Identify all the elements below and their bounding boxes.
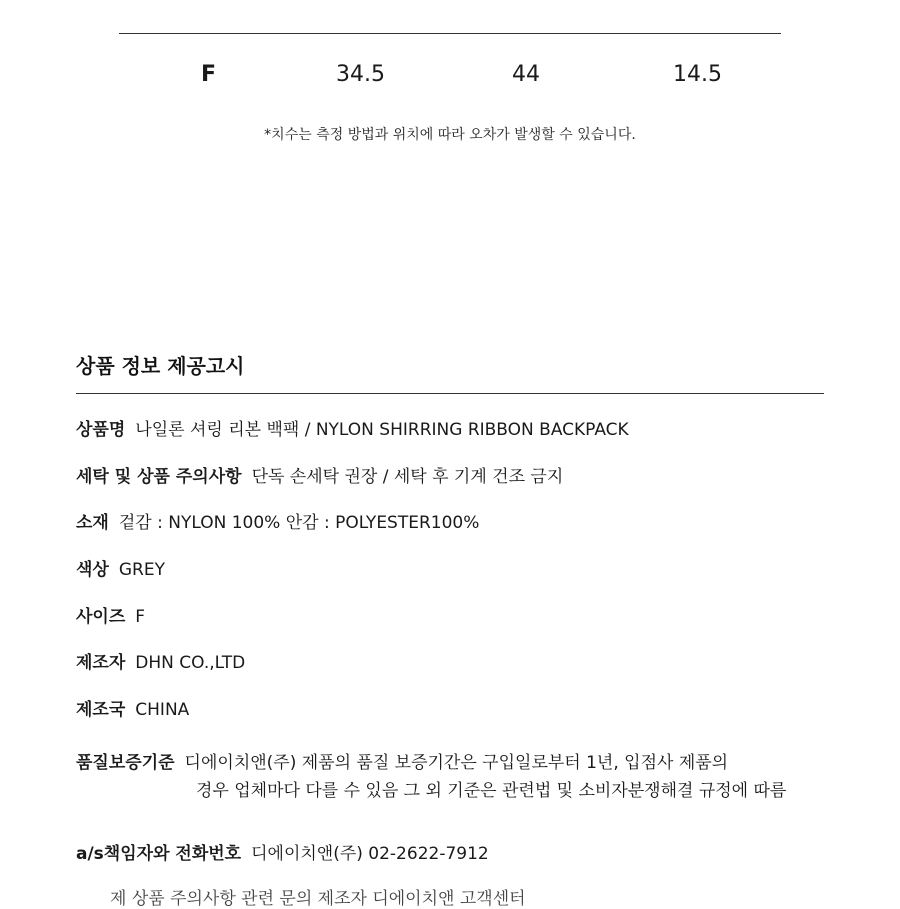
info-row-size bbox=[76, 602, 145, 627]
info-label: 소재 bbox=[76, 513, 109, 533]
info-row-as-contact bbox=[76, 839, 489, 864]
info-row-country bbox=[76, 695, 189, 720]
info-value: 디에이치앤(주) 02-2622-7912 bbox=[251, 844, 489, 864]
section-title: 상품 정보 제공고시 bbox=[76, 354, 245, 378]
info-label: 품질보증기준 bbox=[76, 753, 175, 773]
cut-off-next-row bbox=[110, 889, 630, 909]
info-label: 사이즈 bbox=[76, 607, 126, 627]
info-row-product-name bbox=[76, 415, 629, 440]
size-value-cell: 34.5 bbox=[336, 62, 385, 87]
info-row-material bbox=[76, 508, 479, 533]
info-label: 제조국 bbox=[76, 700, 126, 720]
info-label: 제조자 bbox=[76, 653, 126, 673]
size-label-cell: F bbox=[201, 62, 217, 87]
size-value-cell: 44 bbox=[512, 62, 540, 87]
info-value: 나일론 셔링 리본 백팩 / NYLON SHIRRING RIBBON BACKPACK bbox=[135, 420, 629, 440]
info-label: a/s책임자와 전화번호 bbox=[76, 844, 242, 864]
info-row-manufacturer bbox=[76, 648, 245, 673]
size-value-cell: 14.5 bbox=[673, 62, 722, 87]
info-label: 세탁 및 상품 주의사항 bbox=[76, 467, 242, 487]
info-row-care bbox=[76, 462, 563, 487]
info-label: 상품명 bbox=[76, 420, 126, 440]
info-label: 색상 bbox=[76, 560, 109, 580]
info-value: GREY bbox=[118, 560, 165, 580]
info-value: CHINA bbox=[135, 700, 190, 720]
info-value: DHN CO.,LTD bbox=[135, 653, 246, 673]
info-value: 겉감 : NYLON 100% 안감 : POLYESTER100% bbox=[118, 513, 480, 533]
cut-off-text: 제 상품 주의사항 관련 문의 제조자 디에이치앤 고객센터 bbox=[110, 889, 526, 909]
info-value: F bbox=[135, 607, 146, 627]
info-value: 디에이치앤(주) 제품의 품질 보증기간은 구입일로부터 1년, 입점사 제품의 bbox=[184, 753, 729, 773]
info-value: 단독 손세탁 권장 / 세탁 후 기계 건조 금지 bbox=[251, 467, 564, 487]
info-row-warranty bbox=[76, 748, 728, 773]
measurement-note: *치수는 측정 방법과 위치에 따라 오차가 발생할 수 있습니다. bbox=[264, 127, 636, 143]
size-table-bottom-rule bbox=[119, 33, 781, 34]
info-row-color bbox=[76, 555, 165, 580]
warranty-continuation: 경우 업체마다 다를 수 있음 그 외 기준은 관련법 및 소비자분쟁해결 규정에 따름 bbox=[196, 781, 787, 801]
section-divider bbox=[76, 393, 824, 394]
